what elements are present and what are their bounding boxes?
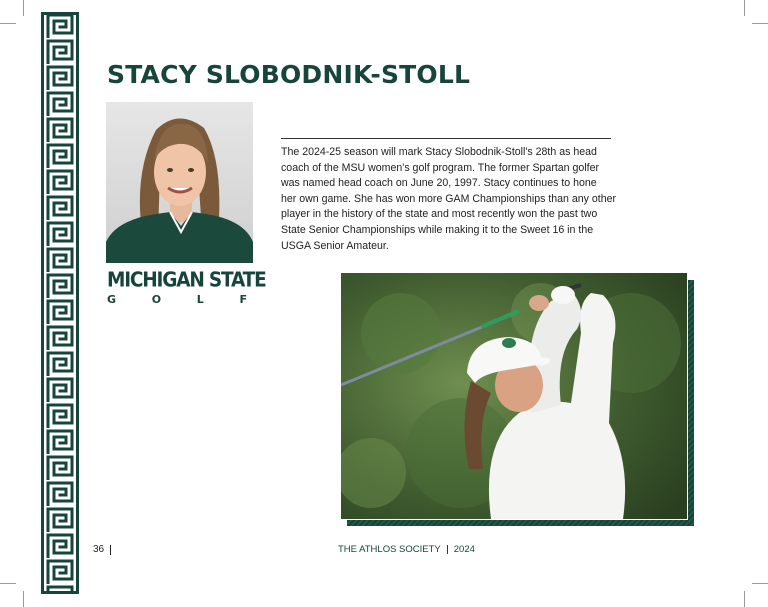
michigan-state-golf-logo: [107, 268, 266, 306]
crop-mark: [23, 0, 24, 16]
publication-year: 2024: [453, 544, 475, 555]
crop-mark: [23, 591, 24, 607]
logo-subtext: [107, 293, 247, 306]
bio-divider: [281, 138, 611, 139]
golfer-swing-photo: [340, 272, 688, 520]
logo-letter: O: [151, 293, 162, 306]
bio-line: player in the history of the state and most recently won the past two: [281, 208, 598, 221]
greek-key-border-icon: [41, 12, 79, 594]
crop-mark: [744, 0, 745, 16]
page-title: STACY SLOBODNIK-STOLL: [107, 60, 471, 89]
bio-line: her own game. She has won more GAM Championships than any other: [281, 192, 617, 205]
bio-line: was named head coach on June 20, 1997. Stacy continues to hone: [281, 177, 597, 190]
page-number-text: 36: [93, 544, 105, 555]
bio-line: coach of the MSU women's golf program. The former Spartan golfer: [281, 161, 600, 174]
coach-headshot-photo: [106, 102, 253, 263]
page-number: [93, 544, 111, 555]
footer-separator: [110, 545, 111, 555]
logo-letter: L: [196, 293, 204, 306]
bio-paragraph: [281, 145, 621, 254]
logo-wordmark: MICHIGAN STATE: [107, 268, 266, 292]
crop-mark: [0, 583, 16, 584]
footer-separator: [447, 545, 448, 554]
logo-letter: F: [239, 293, 247, 306]
crop-mark: [752, 23, 768, 24]
bio-line: The 2024-25 season will mark Stacy Slobodnik-Stoll's 28th as head: [281, 146, 597, 158]
crop-mark: [752, 583, 768, 584]
bio-line: State Senior Championships while making it to the Sweet 16 in the: [281, 223, 594, 236]
publication-name: THE ATHLOS SOCIETY: [338, 544, 441, 555]
bio-line: USGA Senior Amateur.: [281, 239, 389, 252]
logo-letter: G: [107, 293, 117, 306]
crop-mark: [744, 591, 745, 607]
crop-mark: [0, 23, 16, 24]
footer-publication: [338, 544, 475, 555]
